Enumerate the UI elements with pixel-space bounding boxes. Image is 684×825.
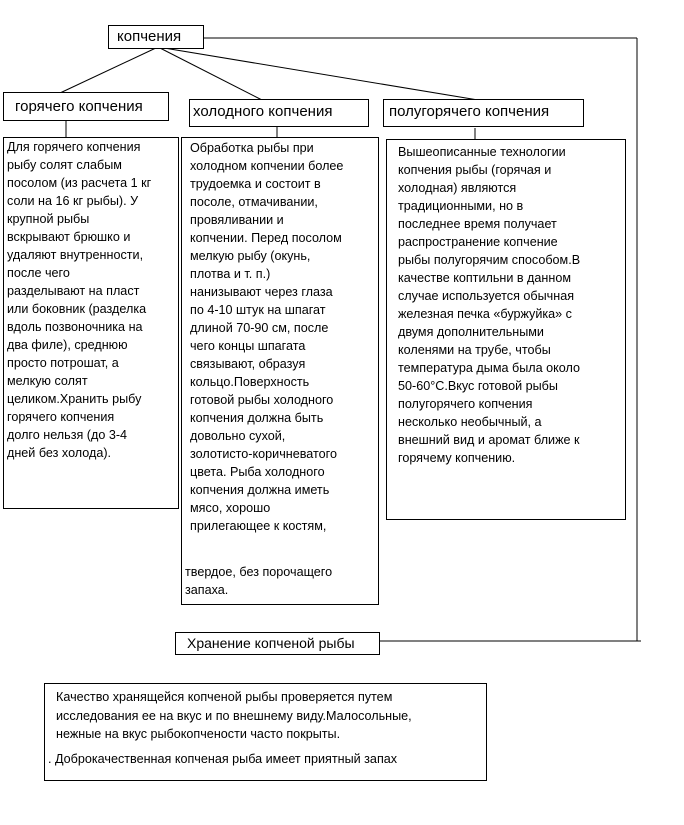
branch-semi-node (383, 99, 584, 127)
branch-semi-text-box (386, 139, 626, 520)
root-label: копчения (117, 28, 182, 45)
storage-node (175, 632, 380, 655)
branch-hot-node (3, 92, 169, 121)
storage-text-tail: . Доброкачественная копченая рыба имеет приятный запах (48, 752, 398, 766)
branch-cold-text-box (181, 137, 379, 605)
branch-hot-text-box (3, 137, 179, 509)
branch-cold-node (189, 99, 369, 127)
root-node (108, 25, 204, 49)
storage-text: Качество хранящейся копченой рыбы проверяется путем исследования ее на вкус и по внешнему виду.Малосольные, нежные на вкус рыбокопчености часто покрыты. (56, 690, 412, 741)
branch-cold-label: холодного копчения (193, 103, 333, 120)
branch-semi-label: полугорячего копчения (389, 103, 550, 120)
connector-root-cold (158, 47, 262, 100)
connector-root-semi (158, 47, 478, 100)
branch-semi-text: Вышеописанные технологии копчения рыбы (горячая и холодная) являются традиционными, но в последнее время получает распространение копчение рыбы полугорячим способом.В качестве коптильни в данном случае используется обычная железная печка «буржуйка» с двумя дополнительными коленями на трубе, чтобы температура дыма была около 50-60°С.Вкус готовой рыбы полугорячего копчения несколько необычный, а внешний вид и аромат ближе к горячему копчению. (398, 145, 581, 465)
storage-label: Хранение копченой рыбы (187, 635, 355, 651)
branch-cold-text-tail: твердое, без порочащего запаха. (185, 565, 333, 597)
branch-cold-text: Обработка рыбы при холодном копчении более трудоемка и состоит в посоле, отмачивании, провяливании и копчении. Перед посолом мелкую рыбу (окунь, плотва и т. п.) нанизывают через глаза по 4-10 штук на шпагат длиной 70-90 см, после чего концы шпагата связывают, образуя кольцо.Поверхность готовой рыбы холодного копчения должна быть довольно сухой, золотисто-коричневатого цвета. Рыба холодного копчения должна иметь мясо, хорошо прилегающее к костям, (190, 141, 344, 533)
storage-text-box (44, 683, 487, 781)
branch-hot-text: Для горячего копчения рыбу солят слабым посолом (из расчета 1 кг соли на 16 кг рыбы). У крупной рыбы вскрывают брюшко и удаляют внутренности, после чего разделывают на пласт или боковник (разделка вдоль позвоночника на два филе), среднюю просто потрошат, а мелкую солят целиком.Хранить рыбу горячего копчения долго нельзя (до 3-4 дней без холода). (7, 140, 152, 460)
connector-root-hot (60, 47, 158, 93)
branch-hot-label: горячего копчения (15, 98, 143, 115)
